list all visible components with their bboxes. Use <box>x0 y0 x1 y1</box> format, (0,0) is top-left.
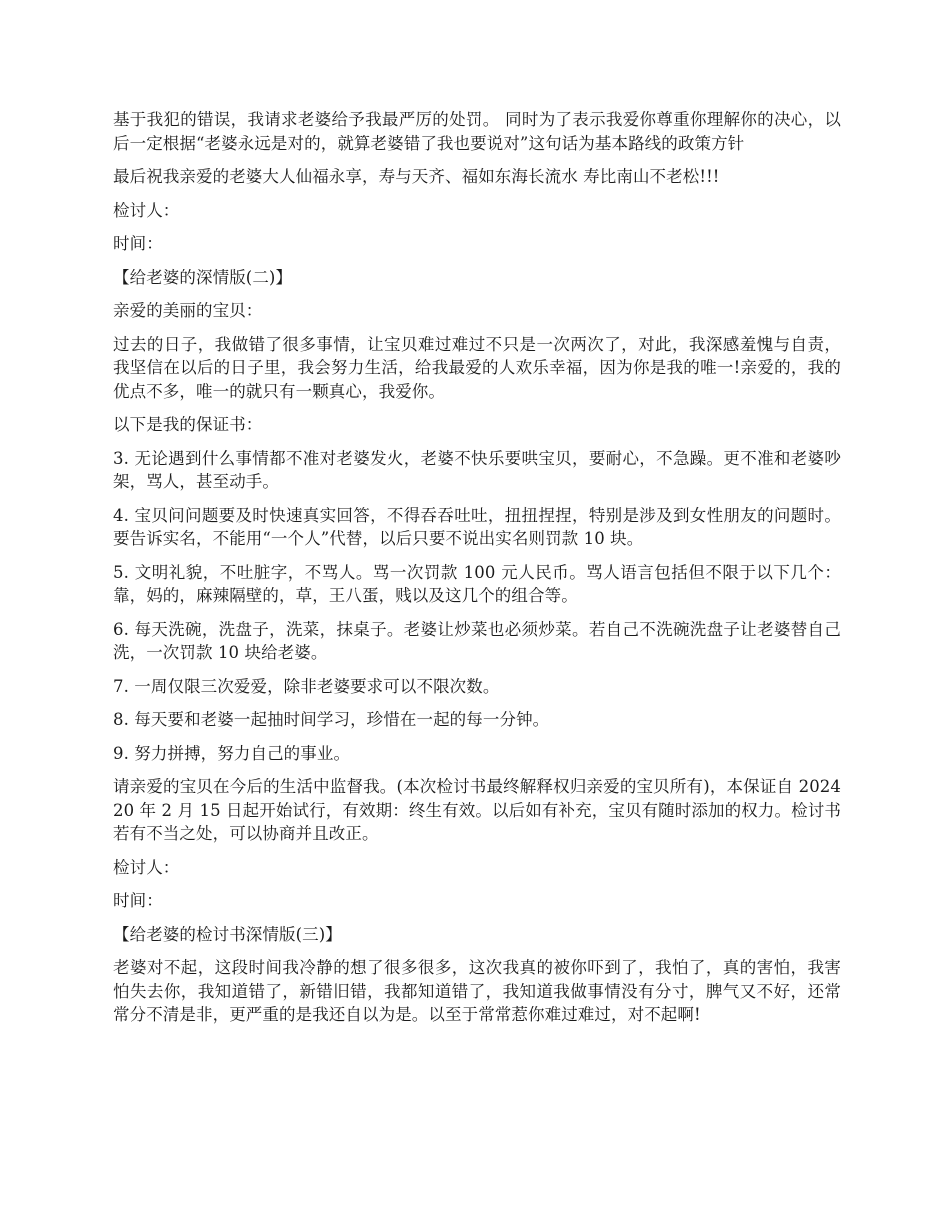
paragraph-apology: 过去的日子，我做错了很多事情，让宝贝难过难过不只是一次两次了，对此，我深感羞愧与自责，我坚信在以后的日子里，我会努力生活，给我最爱的人欢乐幸福，因为你是我的唯一!亲爱的，我的优点不多，唯一的就只有一颗真心，我爱你。 <box>113 334 841 401</box>
signature-label-2: 检讨人： <box>113 857 180 877</box>
document-body <box>113 108 841 1037</box>
signature-label: 检讨人： <box>113 200 180 220</box>
pledge-item-5: 5. 文明礼貌，不吐脏字，不骂人。骂一次罚款 100 元人民币。骂人语言包括但不限于以下几个：靠，妈的，麻辣隔壁的，草，王八蛋，贱以及这几个的组合等。 <box>113 562 841 605</box>
salutation: 亲爱的美丽的宝贝： <box>113 301 263 320</box>
section-heading-2: 【给老婆的深情版(二)】 <box>113 267 293 287</box>
pledge-item-3: 3. 无论遇到什么事情都不准对老婆发火，老婆不快乐要哄宝贝，要耐心，不急躁。更不准和老婆吵架，骂人，甚至动手。 <box>113 448 841 491</box>
paragraph-final-apology: 老婆对不起，这段时间我冷静的想了很多很多，这次我真的被你吓到了，我怕了，真的害怕，我害怕失去你，我知道错了，新错旧错，我都知道错了，我知道我做事情没有分寸，脾气又不好，还常常分不清是非，更严重的是我还自以为是。以至于常常惹你难过难过，对不起啊! <box>113 958 841 1024</box>
pledge-item-7: 7. 一周仅限三次爱爱，除非老婆要求可以不限次数。 <box>113 676 500 696</box>
paragraph-punishment-request: 基于我犯的错误，我请求老婆给予我最严厉的处罚。 同时为了表示我爱你尊重你理解你的决心，以后一定根据“老婆永远是对的，就算老婆错了我也要说对”这句话为基本路线的政策方针 <box>113 110 841 153</box>
section-heading-3: 【给老婆的检讨书深情版(三)】 <box>113 924 342 944</box>
date-label: 时间： <box>113 234 163 253</box>
date-label-2: 时间： <box>113 891 163 910</box>
pledge-item-8: 8. 每天要和老婆一起抽时间学习，珍惜在一起的每一分钟。 <box>113 710 550 729</box>
pledge-intro: 以下是我的保证书： <box>113 415 263 434</box>
paragraph-supervision: 请亲爱的宝贝在今后的生活中监督我。(本次检讨书最终解释权归亲爱的宝贝所有)，本保证自 202420 年 2 月 15 日起开始试行，有效期：终生有效。以后如有补充，宝贝有随时添加的权力。检讨书若有不当之处，可以协商并且改正。 <box>113 777 841 843</box>
paragraph-blessing: 最后祝我亲爱的老婆大人仙福永享，寿与天齐、福如东海长流水 寿比南山不老松!!! <box>113 167 720 186</box>
pledge-item-9: 9. 努力拼搏，努力自己的事业。 <box>113 743 351 763</box>
pledge-item-6: 6. 每天洗碗，洗盘子，洗菜，抹桌子。老婆让炒菜也必须炒菜。若自己不洗碗洗盘子让老婆替自己洗，一次罚款 10 块给老婆。 <box>113 619 841 662</box>
pledge-item-4: 4. 宝贝问问题要及时快速真实回答，不得吞吞吐吐，扭扭捏捏，特别是涉及到女性朋友的问题时。要告诉实名，不能用“一个人”代替，以后只要不说出实名则罚款 10 块。 <box>113 505 841 548</box>
